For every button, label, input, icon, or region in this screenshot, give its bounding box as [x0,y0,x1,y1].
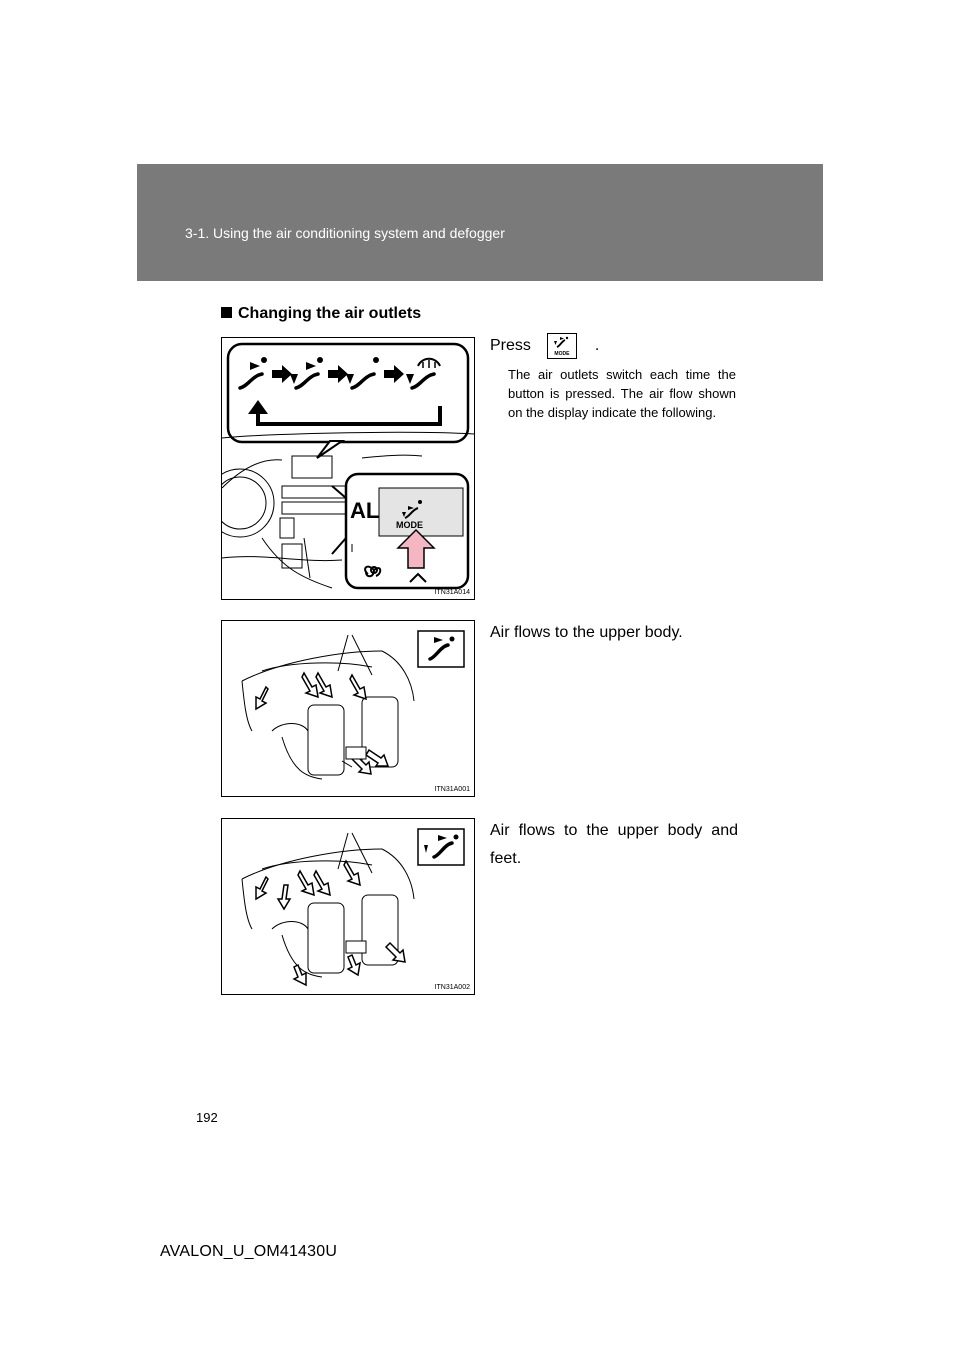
press-suffix: . [594,337,600,354]
page-number: 192 [196,1110,218,1125]
footer-manual-code: AVALON_U_OM41430U [160,1243,338,1260]
panel-label-al: AL [350,498,380,523]
mode-button-label: MODE [554,351,570,357]
zoom-mode-button-label: MODE [396,520,423,530]
figure-mode-button-location [221,337,475,600]
press-instruction [490,333,599,359]
mode-description-upper-body-and-feet: Air flows to the upper body and feet. [490,822,738,867]
figure-upper-body-and-feet-airflow [221,818,475,995]
mode-button-icon [547,333,577,359]
square-bullet-icon [221,307,232,318]
figure-code: ITN31A001 [434,786,470,793]
cabin-upper-body-illustration [222,621,474,796]
chapter-header-band [137,164,823,281]
outlet-switch-note: The air outlets switch each time the button is pressed. The air flow shown on the display indicate the following. [508,367,736,420]
mode-description-upper-body: Air flows to the upper body. [490,624,683,641]
section-heading-text: Changing the air outlets [238,305,422,322]
figure-upper-body-airflow [221,620,475,797]
section-breadcrumb: 3-1. Using the air conditioning system and defogger [185,225,505,241]
figure-code: ITN31A014 [434,589,470,596]
section-heading [221,305,421,323]
dashboard-illustration [222,338,474,599]
figure-code: ITN31A002 [434,984,470,991]
airflow-icon [551,335,573,351]
cabin-upper-body-feet-illustration [222,819,474,994]
press-label: Press [490,337,531,354]
